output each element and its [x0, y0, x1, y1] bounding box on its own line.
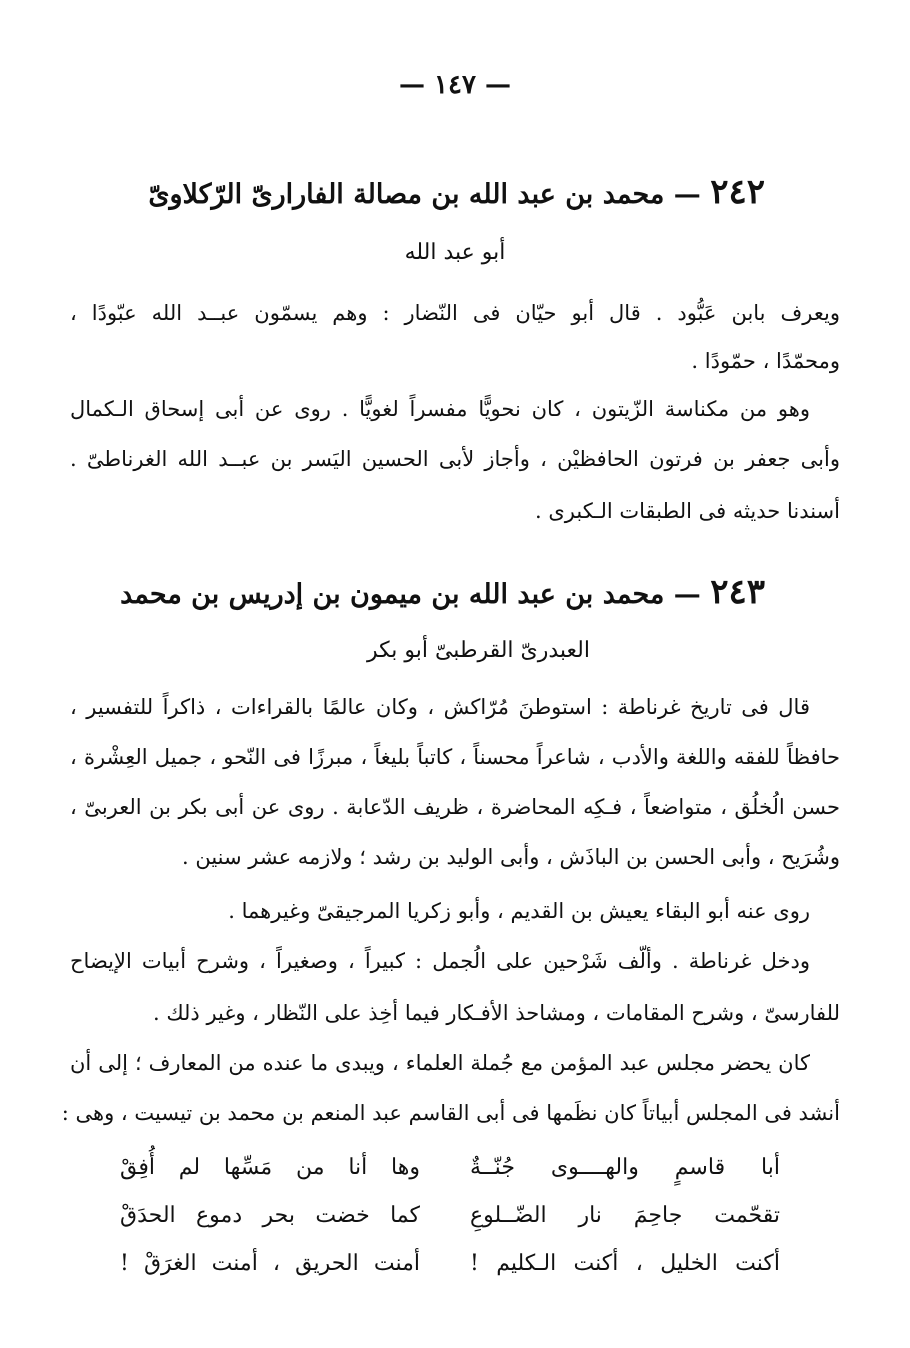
entry-242-number: ٢٤٢ — [710, 172, 765, 212]
entry-243-line-6: ودخل غرناطة . وألّف شَرْحين على الُجمل : كبيراً ، وصغيراً ، وشرح أبيات الإيضاح — [70, 949, 810, 973]
entry-243-title: — محمد بن عبد الله بن ميمون بن إدريس بن محمد — [120, 579, 701, 610]
entry-243-number: ٢٤٣ — [710, 572, 765, 612]
verse-2-first-hemistich: تقحّمت جاحِمَ نار الضّــلوعِ — [470, 1203, 780, 1228]
verse-1-second-hemistich: وها أنا من مَسِّها لم أُفِقْ — [120, 1155, 420, 1180]
entry-243-line-1: قال فى تاريخ غرناطة : استوطنَ مُرّاكش ، وكان عالمًا بالقراءات ، ذاكراً للتفسير ، — [70, 695, 810, 719]
entry-243-line-9: أنشد فى المجلس أبياتاً كان نظَمها فى أبى القاسم عبد المنعم بن محمد بن تيسيت ، وهى : — [61, 1101, 840, 1125]
entry-242-subtitle: أبو عبد الله — [404, 240, 506, 265]
entry-243-line-5: روى عنه أبو البقاء يعيش بن القديم ، وأبو زكريا المرجيقىّ وغيرهما . — [228, 899, 810, 923]
entry-243-subtitle: العبدرىّ القرطبىّ أبو بكر — [366, 638, 590, 663]
verse-1 — [120, 1150, 780, 1186]
entry-243-line-4: وشُرَيح ، وأبى الحسن بن الباذَش ، وأبى الوليد بن رشد ؛ ولازمه عشر سنين . — [181, 845, 840, 869]
entry-242-line-3: وهو من مكناسة الزّيتون ، كان نحويًّا مفسراً لغويًّا . روى عن أبى إسحاق الـكمال — [70, 397, 810, 421]
entry-243-heading — [120, 572, 765, 615]
entry-242-line-2: ومحمّدًا ، حمّودًا . — [691, 349, 840, 373]
verse-2 — [120, 1198, 780, 1234]
verse-3 — [120, 1246, 780, 1282]
entry-242-line-1: ويعرف بابن عَبُّود . قال أبو حيّان فى النّضار : وهم يسمّون عبــد الله عبّودًا ، — [70, 301, 840, 325]
entry-243-line-8: كان يحضر مجلس عبد المؤمن مع جُملة العلماء ، ويبدى ما عنده من المعارف ؛ إلى أن — [70, 1051, 810, 1075]
entry-243-line-7: للفارسىّ ، وشرح المقامات ، ومشاحذ الأفـكار فيما أخِذ على النّظار ، وغير ذلك . — [152, 1001, 840, 1025]
entry-242-line-4: وأبى جعفر بن فرتون الحافظيْن ، وأجاز لأبى الحسين اليَسر بن عبــد الله الغرناطىّ . — [70, 447, 840, 471]
entry-243-line-2: حافظاً للفقه واللغة والأدب ، شاعراً محسناً ، كاتباً بليغاً ، مبرزًا فى النّحو ، جميل العِشْرة ، — [70, 745, 840, 769]
page-number: — ١٤٧ — — [398, 70, 512, 100]
verse-3-second-hemistich: أمنت الحريق ، أمنت الغرَقْ ! — [120, 1251, 420, 1276]
verse-1-first-hemistich: أبا قاسمٍ والهــــوى جُنّــةٌ — [470, 1155, 780, 1180]
verse-3-first-hemistich: أكنت الخليل ، أكنت الـكليم ! — [470, 1251, 780, 1276]
entry-242-line-5: أسندنا حديثه فى الطبقات الـكبرى . — [534, 499, 840, 523]
entry-242-title: — محمد بن عبد الله بن مصالة الفارارىّ الرّكلاوىّ — [148, 179, 701, 210]
entry-242-heading — [125, 172, 765, 215]
verse-2-second-hemistich: كما خضت بحر دموع الحدَقْ — [120, 1203, 420, 1228]
entry-243-line-3: حسن الُخلُق ، متواضعاً ، فـكِه المحاضرة ، ظريف الدّعابة . روى عن أبى بكر بن العربىّ ، — [70, 795, 840, 819]
